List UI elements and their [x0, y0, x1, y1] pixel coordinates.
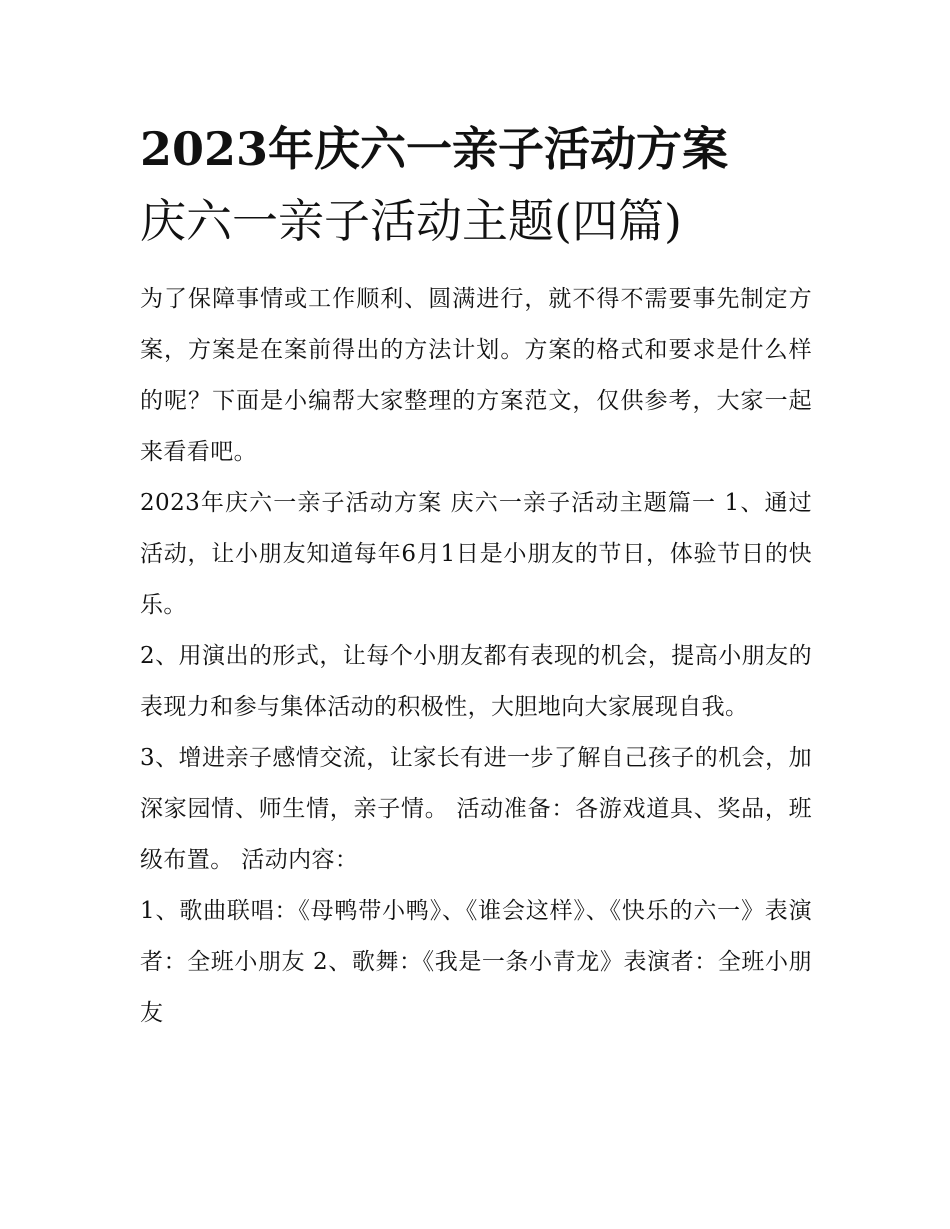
paragraph-goal-2: 2、用演出的形式，让每个小朋友都有表现的机会，提高小朋友的表现力和参与集体活动的积极性，大胆地向大家展现自我。: [140, 643, 812, 720]
title-line-1: 2023年庆六一亲子活动方案: [140, 122, 729, 176]
title-line-2: 庆六一亲子活动主题(四篇): [140, 194, 682, 248]
paragraph-goal-1: 2023年庆六一亲子活动方案 庆六一亲子活动主题篇一 1、通过活动，让小朋友知道每年6月1日是小朋友的节日，体验节日的快乐。: [140, 490, 812, 618]
document-title: [140, 118, 812, 252]
paragraph-goal-3: 3、增进亲子感情交流，让家长有进一步了解自己孩子的机会，加深家园情、师生情，亲子情。 活动准备：各游戏道具、奖品，班级布置。 活动内容：: [140, 745, 812, 873]
document-body: [140, 274, 812, 1039]
paragraph-intro: 为了保障事情或工作顺利、圆满进行，就不得不需要事先制定方案，方案是在案前得出的方法计划。方案的格式和要求是什么样的呢？下面是小编帮大家整理的方案范文，仅供参考，大家一起来看看吧。: [140, 286, 812, 465]
paragraph-program: 1、歌曲联唱：《母鸭带小鸭》、《谁会这样》、《快乐的六一》表演者：全班小朋友 2、歌舞：《我是一条小青龙》表演者：全班小朋友: [140, 898, 812, 1026]
document-page: [140, 118, 812, 1039]
